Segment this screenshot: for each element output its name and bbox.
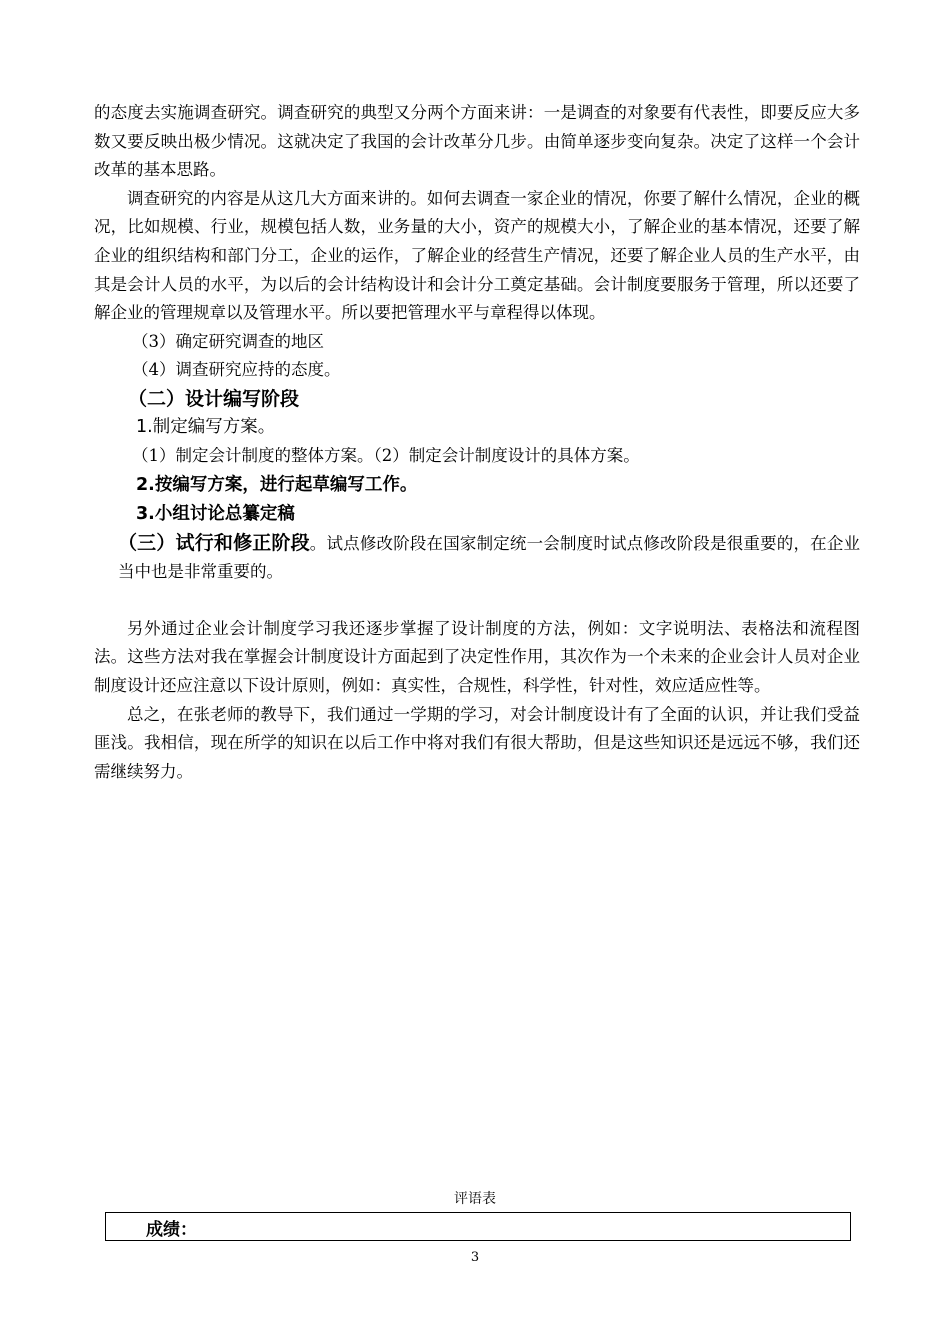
trial-stage-text: 。试点修改阶段在国家制定统一会制度时试点修改阶段是很重要的，在企业当中也是非常重要的。 bbox=[118, 533, 860, 582]
step-plan-detail: （1）制定会计制度的整体方案。（2）制定会计制度设计的具体方案。 bbox=[132, 445, 640, 465]
document-body bbox=[94, 99, 860, 786]
list-item-attitude: （4）调查研究应持的态度。 bbox=[132, 360, 341, 380]
paragraph-conclusion: 总之，在张老师的教导下，我们通过一学期的学习，对会计制度设计有了全面的认识，并让我们受益匪浅。我相信，现在所学的知识在以后工作中将对我们有很大帮助，但是这些知识还是远远不够，我们还需继续努力。 bbox=[94, 704, 860, 781]
evaluation-table-caption: 评语表 bbox=[454, 1191, 496, 1207]
paragraph-research-attitude: 的态度去实施调查研究。调查研究的典型又分两个方面来讲：一是调查的对象要有代表性，即要反应大多数又要反映出极少情况。这就决定了我国的会计改革分几步。由简单逐步变向复杂。决定了这样一个会计改革的基本思路。 bbox=[94, 103, 860, 180]
spacer bbox=[94, 587, 860, 615]
section-heading-design: （二）设计编写阶段 bbox=[128, 387, 300, 410]
step-heading-draft: 2.按编写方案，进行起草编写工作。 bbox=[136, 474, 418, 495]
paragraph-research-content: 调查研究的内容是从这几大方面来讲的。如何去调查一家企业的情况，你要了解什么情况，企业的概况，比如规模、行业，规模包括人数，业务量的大小，资产的规模大小，了解企业的基本情况，还要了解企业的组织结构和部门分工，企业的运作，了解企业的经营生产情况，还要了解企业人员的生产水平，由其是会计人员的水平，为以后的会计结构设计和会计分工奠定基础。会计制度要服务于管理，所以还要了解企业的管理规章以及管理水平。所以要把管理水平与章程得以体现。 bbox=[94, 188, 860, 323]
step-heading-review: 3.小组讨论总纂定稿 bbox=[136, 503, 295, 524]
paragraph-trial-stage bbox=[94, 529, 860, 587]
step-heading-plan: 1.制定编写方案。 bbox=[136, 416, 276, 437]
paragraph-methods: 另外通过企业会计制度学习我还逐步掌握了设计制度的方法，例如：文字说明法、表格法和流程图法。这些方法对我在掌握会计制度设计方面起到了决定性作用，其次作为一个未来的企业会计人员对企业制度设计还应注意以下设计原则，例如：真实性，合规性，科学性，针对性，效应适应性等。 bbox=[94, 618, 860, 695]
page-number: 3 bbox=[470, 1250, 480, 1265]
section-heading-trial: （三）试行和修正阶段 bbox=[118, 531, 310, 554]
evaluation-table bbox=[105, 1212, 851, 1241]
list-item-region: （3）确定研究调查的地区 bbox=[132, 331, 324, 351]
grade-label: 成绩： bbox=[146, 1220, 197, 1240]
